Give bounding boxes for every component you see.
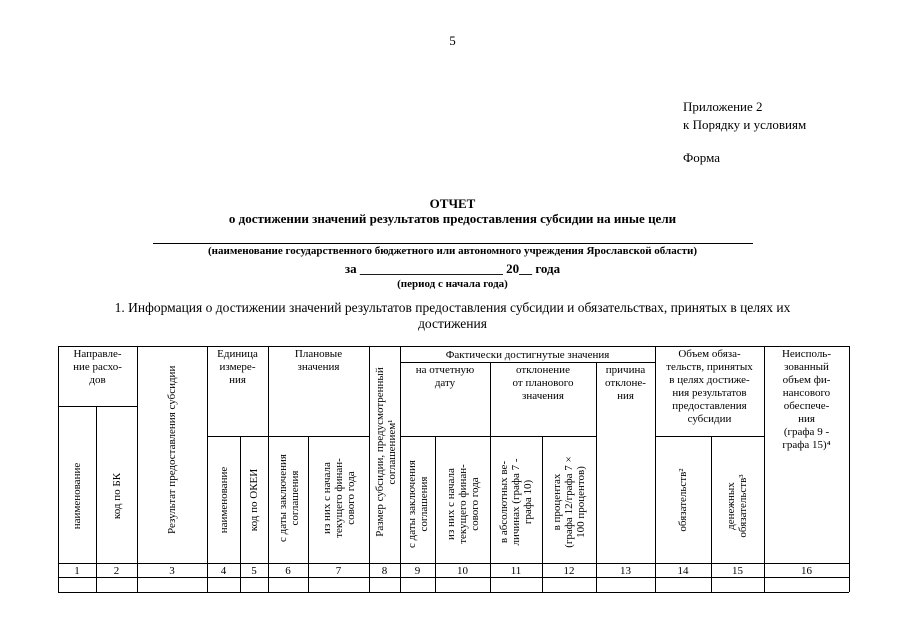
header-direction-name: наименование xyxy=(71,462,83,530)
header-actual-from-agreement: с даты заключения соглашения xyxy=(406,460,430,548)
appendix-line-2: к Порядку и условиям xyxy=(683,117,807,132)
column-number: 8 xyxy=(381,565,388,577)
header-actual-current-year: из них с начала текущего финан- сового года xyxy=(445,464,481,544)
column-number: 1 xyxy=(74,565,80,577)
report-subtitle: о достижении значений результатов предоставления субсидии на иные цели xyxy=(228,211,677,226)
table-line-actual xyxy=(400,362,655,363)
table-vline xyxy=(137,346,138,592)
header-planned: Плановые значения xyxy=(294,348,343,373)
table-line-direction xyxy=(58,406,137,407)
column-number: 2 xyxy=(113,565,120,577)
table-line-header-bottom xyxy=(58,563,849,564)
header-obligations: Объем обяза- тельств, принятых в целях достиже- ния результатов предоставления субсидии xyxy=(666,348,753,425)
header-planned-current-year: из них с начала текущего финан- сового года xyxy=(321,458,357,538)
period-blank: ______________________ xyxy=(359,261,503,276)
header-reporting-date: на отчетную дату xyxy=(415,364,475,389)
header-deviation-abs: в абсолютных ве- личинах (графа 7 - графа 10) xyxy=(498,458,534,546)
header-obligations-only: обязательств² xyxy=(677,468,689,532)
page-number: 5 xyxy=(449,33,456,48)
period-note: (период с начала года) xyxy=(397,278,508,290)
column-number: 9 xyxy=(414,565,421,577)
table-border-bottom xyxy=(58,592,849,593)
table-vline xyxy=(369,346,370,592)
header-actual: Фактически достигнутые значения xyxy=(445,349,610,361)
header-direction: Направле- ние расхо- дов xyxy=(73,348,122,386)
header-planned-from-agreement: с даты заключения соглашения xyxy=(277,454,301,542)
institution-note: (наименование государственного бюджетного или автономного учреждения Ярославской области) xyxy=(208,245,697,257)
column-number: 13 xyxy=(620,565,631,577)
column-number: 15 xyxy=(732,565,743,577)
table-line-obligations xyxy=(655,436,764,437)
section-heading xyxy=(60,300,845,332)
column-number: 14 xyxy=(677,565,689,577)
section-heading-line-1: 1. Информация о достижении значений результатов предоставления субсидии и обязательствах, принятых в целях их xyxy=(114,300,791,315)
appendix-line-1: Приложение 2 xyxy=(683,99,763,114)
header-deviation: отклонение от планового значения xyxy=(512,364,574,402)
form-label: Форма xyxy=(683,150,720,165)
header-unit: Единица измере- ния xyxy=(217,348,258,386)
header-deviation-pct: в процентах (графа 12/графа 7 × 100 процентов) xyxy=(551,456,587,548)
period-line xyxy=(0,261,905,277)
header-okei-code: код по ОКЕИ xyxy=(248,468,260,532)
column-number: 11 xyxy=(510,565,522,577)
column-number: 4 xyxy=(220,565,227,577)
section-heading-line-2: достижения xyxy=(418,316,487,331)
appendix-block xyxy=(683,98,806,134)
period-year: 20__ года xyxy=(506,261,561,276)
column-number: 3 xyxy=(169,565,175,577)
institution-blank-line xyxy=(153,243,753,244)
header-unused: Неисполь- зованный объем фи- нансового обеспече- ния (графа 9 - графа 15)⁴ xyxy=(781,348,831,451)
header-deviation-reason: причина отклоне- ния xyxy=(605,364,646,402)
table-line-unit-planned xyxy=(207,436,369,437)
header-bk-code: код по БК xyxy=(111,472,123,520)
table-line-numbers-bottom xyxy=(58,577,849,578)
report-title: ОТЧЕТ xyxy=(429,196,476,211)
column-number: 5 xyxy=(251,565,257,577)
column-number: 16 xyxy=(801,565,812,577)
period-prefix: за xyxy=(344,261,357,276)
header-monetary-obligations: денежных обязательств³ xyxy=(725,474,749,538)
header-result: Результат предоставления субсидии xyxy=(166,365,178,534)
column-number: 10 xyxy=(457,565,468,577)
column-number: 12 xyxy=(563,565,575,577)
table-line-deviation xyxy=(400,436,596,437)
table-border-right xyxy=(849,346,850,592)
header-subsidy-size: Размер субсидии, предусмотренный соглашением¹ xyxy=(374,367,398,537)
table-border-top xyxy=(58,346,849,347)
header-unit-name: наименование xyxy=(218,466,230,534)
table-vline xyxy=(268,346,269,592)
column-number: 6 xyxy=(285,565,291,577)
column-number: 7 xyxy=(335,565,342,577)
